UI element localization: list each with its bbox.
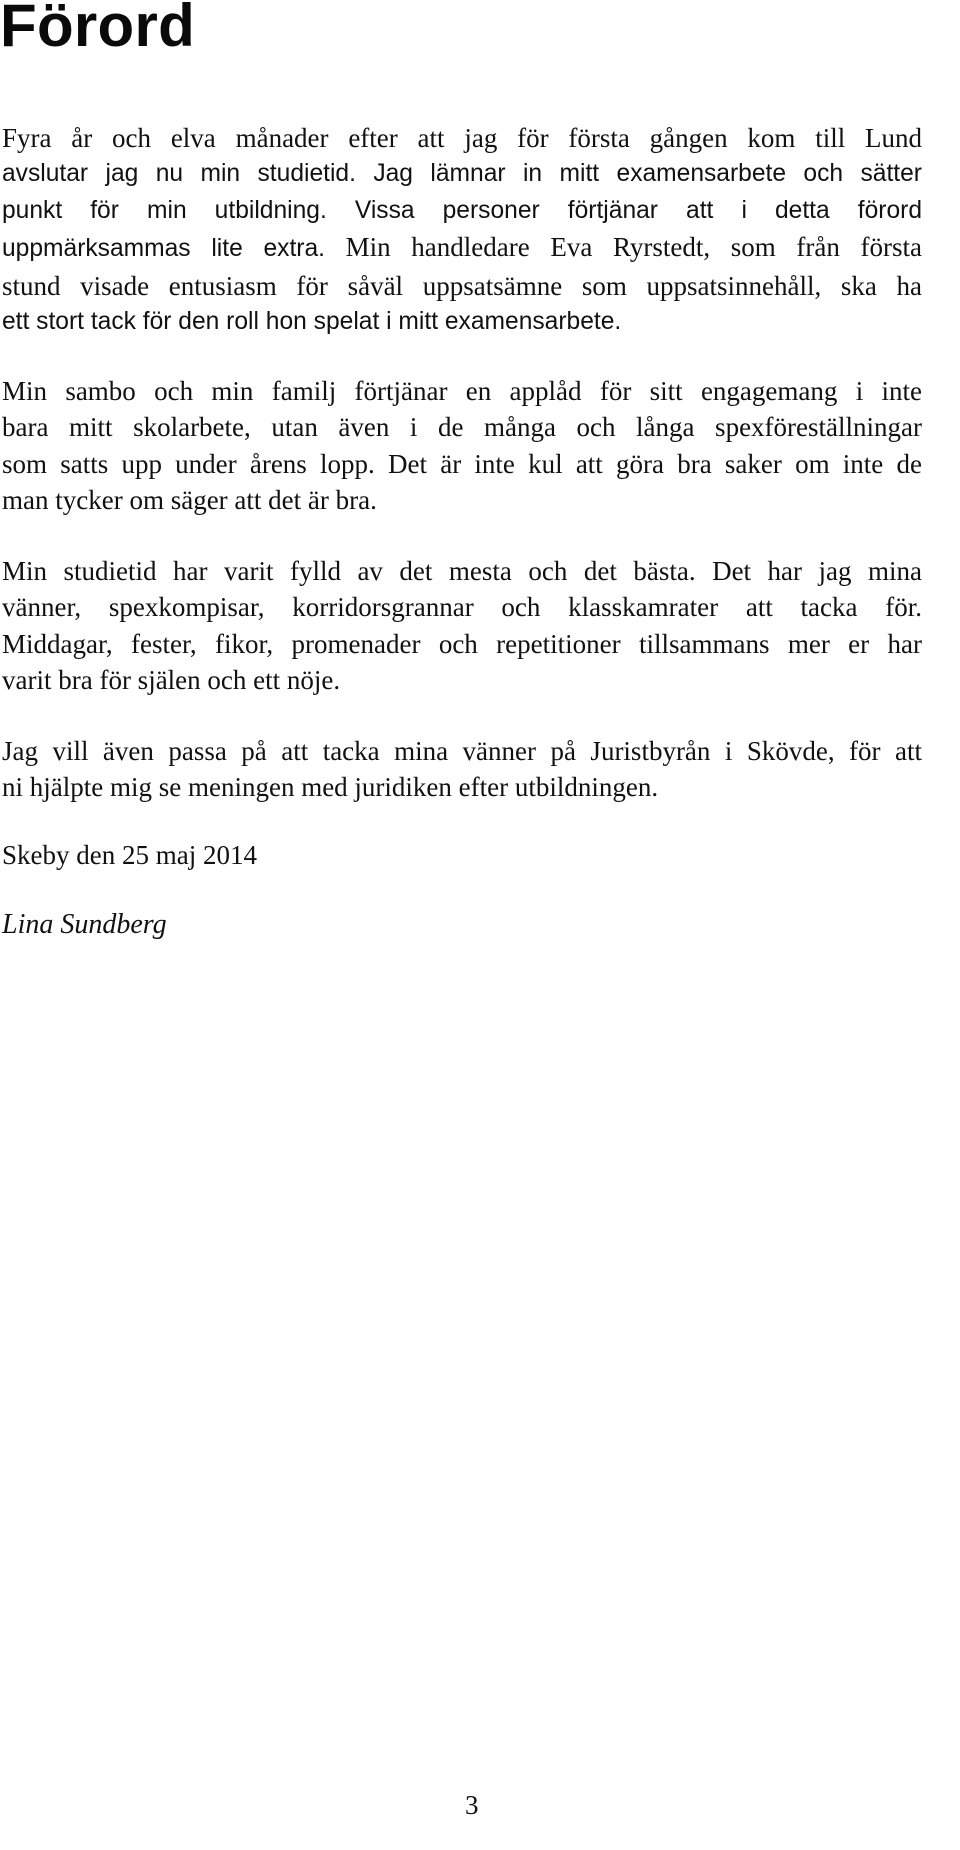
paragraph-line: man tycker om säger att det är bra. bbox=[2, 485, 377, 516]
paragraph-line: ni hjälpte mig se meningen med juridiken efter utbildningen. bbox=[2, 772, 659, 803]
signature: Lina Sundberg bbox=[2, 909, 167, 940]
paragraph-line: Middagar, fester, fikor, promenader och repetitioner tillsammans mer er har bbox=[2, 628, 922, 659]
page-number: 3 bbox=[465, 1790, 479, 1820]
paragraph-line: avslutar jag nu min studietid. Jag lämnar in mitt examensarbete och sätter bbox=[2, 160, 922, 188]
paragraph-line: Min studietid har varit fylld av det mesta och det bästa. Det har jag mina bbox=[2, 556, 922, 586]
page-title: Förord bbox=[0, 0, 196, 59]
paragraph-line: bara mitt skolarbete, utan även i de många och långa spexföreställningar bbox=[2, 412, 922, 443]
paragraph-line: ett stort tack för den roll hon spelat i mitt examensarbete. bbox=[2, 308, 622, 336]
paragraph-4 bbox=[2, 733, 922, 806]
paragraph-line: Fyra år och elva månader efter att jag för första gången kom till Lund bbox=[2, 123, 922, 153]
paragraph-2 bbox=[2, 373, 922, 519]
paragraph-line bbox=[2, 229, 922, 267]
paragraph-line: som satts upp under årens lopp. Det är inte kul att göra bra saker om inte de bbox=[2, 448, 922, 479]
paragraph-3 bbox=[2, 553, 922, 699]
paragraph-line: vänner, spexkompisar, korridorsgrannar och klasskamrater att tacka för. bbox=[2, 592, 922, 623]
paragraph-line-part: Min handledare Eva Ryrstedt, som från första bbox=[325, 232, 922, 263]
paragraph-1 bbox=[2, 120, 922, 340]
place-and-date: Skeby den 25 maj 2014 bbox=[2, 840, 257, 870]
paragraph-line: Jag vill även passa på att tacka mina vänner på Juristbyrån i Skövde, för att bbox=[2, 736, 922, 766]
paragraph-line: varit bra för själen och ett nöje. bbox=[2, 665, 341, 696]
paragraph-line: punkt för min utbildning. Vissa personer förtjänar att i detta förord bbox=[2, 196, 922, 224]
paragraph-line-part: uppmärksammas lite extra. bbox=[2, 235, 325, 263]
paragraph-line: Min sambo och min familj förtjänar en applåd för sitt engagemang i inte bbox=[2, 376, 922, 406]
paragraph-line: stund visade entusiasm för såväl uppsatsämne som uppsatsinnehåll, ska ha bbox=[2, 270, 922, 301]
